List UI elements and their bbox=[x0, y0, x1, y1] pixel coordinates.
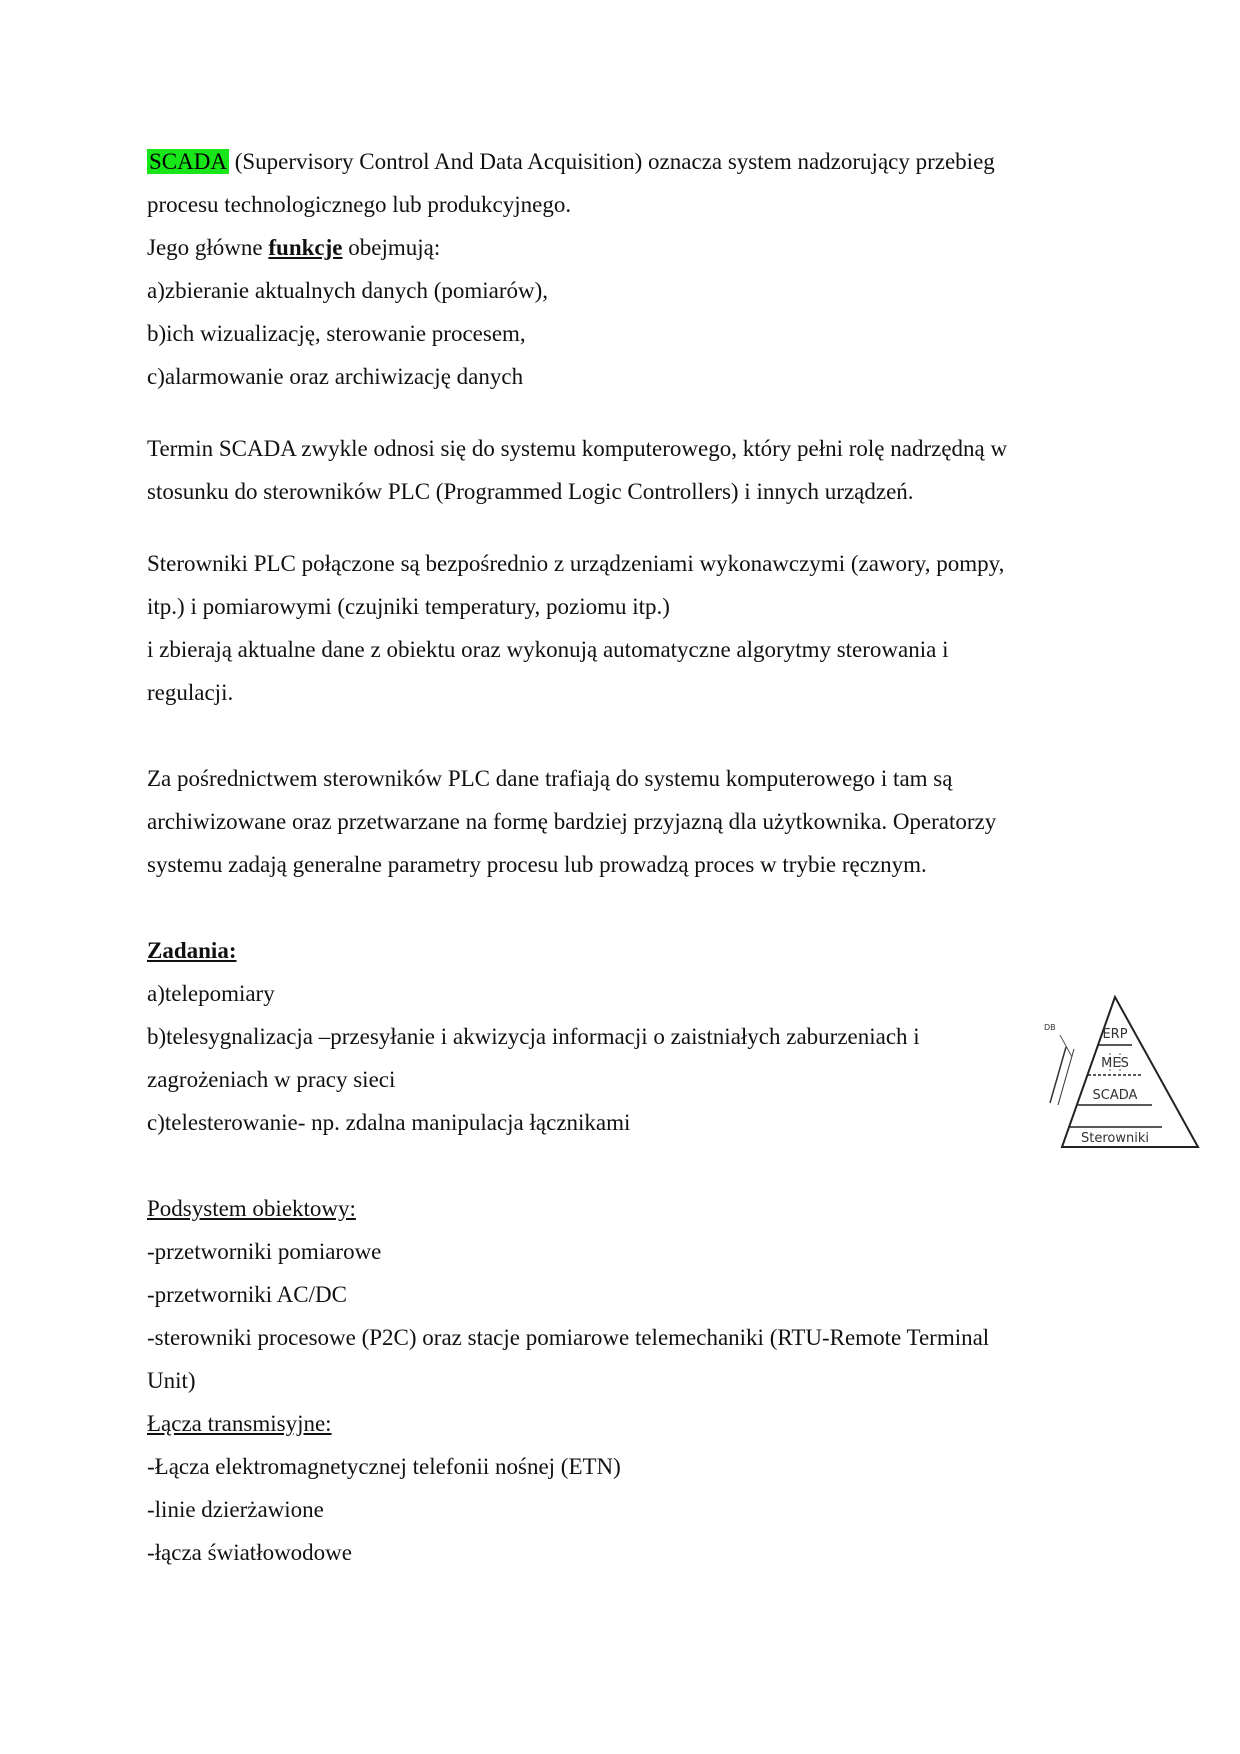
pyramid-level-mes: MES bbox=[1101, 1056, 1129, 1071]
subsystem-item: -przetworniki pomiarowe bbox=[147, 1239, 382, 1264]
paragraph2-line: Sterowniki PLC połączone są bezpośrednio z urządzeniami wykonawczymi (zawory, pompy, bbox=[147, 551, 1005, 576]
links-heading: Łącza transmisyjne: bbox=[147, 1411, 332, 1436]
spacer bbox=[147, 398, 1107, 427]
link-item: -linie dzierżawione bbox=[147, 1497, 324, 1522]
pyramid-outline bbox=[1062, 997, 1198, 1147]
pyramid-level-controllers: Sterowniki bbox=[1081, 1131, 1149, 1146]
task-item: c)telesterowanie- np. zdalna manipulacja łącznikami bbox=[147, 1110, 631, 1135]
tasks-heading: Zadania: bbox=[147, 938, 237, 963]
intro-line-3-pre: Jego główne bbox=[147, 235, 269, 260]
intro-line-1 bbox=[147, 140, 1107, 183]
paragraph1-line: stosunku do sterowników PLC (Programmed Logic Controllers) i innych urządzeń. bbox=[147, 479, 914, 504]
automation-pyramid-diagram bbox=[1030, 995, 1200, 1149]
intro-line-1-rest: (Supervisory Control And Data Acquisition) oznacza system nadzorujący przebieg bbox=[228, 149, 995, 174]
paragraph2-line: itp.) i pomiarowymi (czujniki temperatury, poziomu itp.) bbox=[147, 594, 670, 619]
functions-keyword: funkcje bbox=[268, 235, 343, 260]
spacer bbox=[147, 1144, 1107, 1187]
object-subsystem-heading: Podsystem obiektowy: bbox=[147, 1196, 356, 1221]
pyramid-level-scada: SCADA bbox=[1092, 1088, 1138, 1103]
side-arrow-icon bbox=[1060, 1035, 1072, 1057]
task-item: a)telepomiary bbox=[147, 981, 275, 1006]
function-item: b)ich wizualizację, sterowanie procesem, bbox=[147, 321, 526, 346]
subsystem-item: -sterowniki procesowe (P2C) oraz stacje pomiarowe telemechaniki (RTU-Remote Terminal bbox=[147, 1325, 990, 1350]
subsystem-item: Unit) bbox=[147, 1368, 196, 1393]
function-item: c)alarmowanie oraz archiwizację danych bbox=[147, 364, 524, 389]
intro-line-3 bbox=[147, 226, 1107, 269]
paragraph2-line: i zbierają aktualne dane z obiektu oraz wykonują automatyczne algorytmy sterowania i bbox=[147, 637, 949, 662]
function-item: a)zbieranie aktualnych danych (pomiarów), bbox=[147, 278, 549, 303]
side-bracket-icon bbox=[1050, 1047, 1066, 1103]
intro-line-2: procesu technologicznego lub produkcyjnego. bbox=[147, 192, 572, 217]
spacer bbox=[147, 714, 1107, 757]
document-body bbox=[147, 140, 1107, 1574]
paragraph2-line: regulacji. bbox=[147, 680, 234, 705]
paragraph3-line: archiwizowane oraz przetwarzane na formę bardziej przyjazną dla użytkownika. Operatorzy bbox=[147, 809, 997, 834]
side-bracket-icon bbox=[1058, 1049, 1074, 1105]
intro-line-3-post: obejmują: bbox=[342, 235, 441, 260]
pyramid-level-erp: ERP bbox=[1102, 1027, 1128, 1042]
paragraph1-line: Termin SCADA zwykle odnosi się do systemu komputerowego, który pełni rolę nadrzędną w bbox=[147, 436, 1008, 461]
link-item: -łącza światłowodowe bbox=[147, 1540, 353, 1565]
pyramid-svg bbox=[1030, 995, 1200, 1149]
scada-highlight: SCADA bbox=[149, 149, 227, 174]
spacer bbox=[147, 513, 1107, 542]
paragraph3-line: systemu zadają generalne parametry procesu lub prowadzą proces w trybie ręcznym. bbox=[147, 852, 927, 877]
spacer bbox=[147, 886, 1107, 929]
link-item: -Łącza elektromagnetycznej telefonii nośnej (ETN) bbox=[147, 1454, 621, 1479]
task-item: zagrożeniach w pracy sieci bbox=[147, 1067, 396, 1092]
task-item: b)telesygnalizacja –przesyłanie i akwizycja informacji o zaistniałych zaburzeniach i bbox=[147, 1024, 920, 1049]
pyramid-side-label: DB bbox=[1044, 1023, 1056, 1032]
paragraph3-line: Za pośrednictwem sterowników PLC dane trafiają do systemu komputerowego i tam są bbox=[147, 766, 953, 791]
subsystem-item: -przetworniki AC/DC bbox=[147, 1282, 347, 1307]
